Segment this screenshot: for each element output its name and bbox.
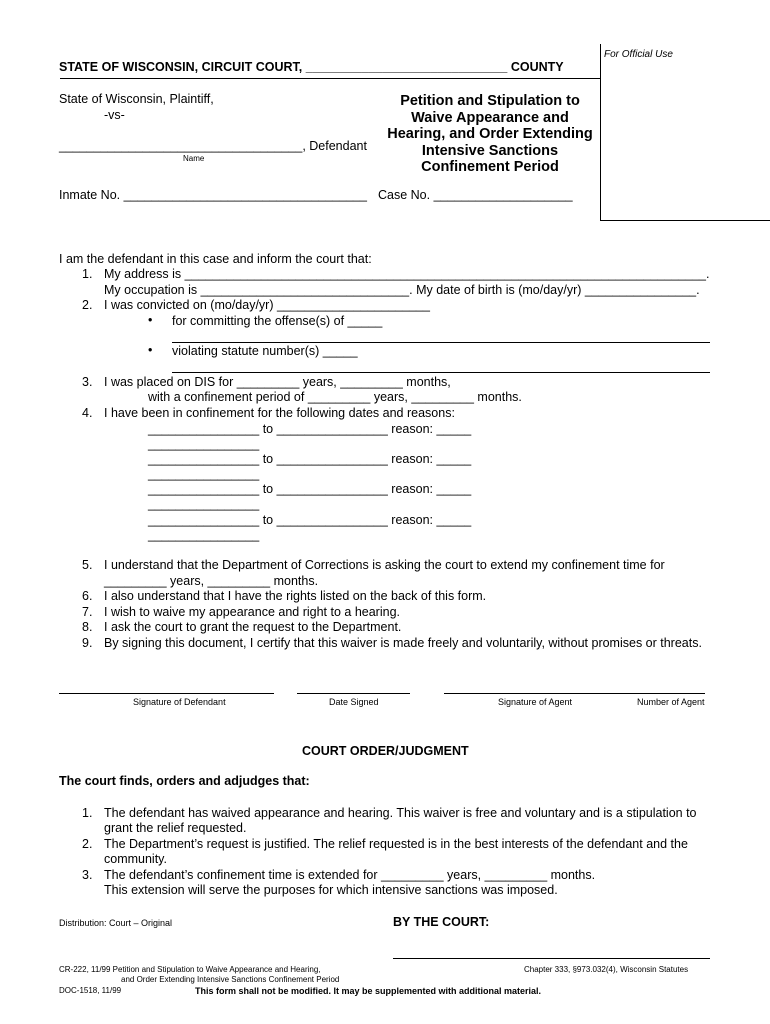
statute-field[interactable]: violating statute number(s) _____ bbox=[172, 344, 358, 358]
rights-text: I also understand that I have the rights listed on the back of this form. bbox=[104, 589, 487, 603]
form-title-footer: and Order Extending Intensive Sanctions Confinement Period bbox=[121, 975, 340, 984]
confinement-row-continuation[interactable]: ________________ bbox=[148, 437, 260, 451]
defendant-line[interactable]: ___________________________________, Defendant bbox=[59, 139, 367, 153]
item-number: 5. bbox=[82, 558, 93, 572]
confinement-row[interactable]: ________________ to ________________ reason: _____ bbox=[148, 422, 472, 436]
certification-text: By signing this document, I certify that this waiver is made freely and voluntarily, without promises or threats. bbox=[104, 636, 702, 650]
item-number: 3. bbox=[82, 868, 93, 882]
order-finding-text: community. bbox=[104, 852, 167, 866]
agent-number-caption: Number of Agent bbox=[637, 697, 705, 707]
item-number: 2. bbox=[82, 837, 93, 851]
court-order-heading: COURT ORDER/JUDGMENT bbox=[302, 744, 469, 758]
defendant-signature-caption: Signature of Defendant bbox=[133, 697, 226, 707]
by-the-court-label: BY THE COURT: bbox=[393, 915, 490, 929]
defendant-signature-line[interactable] bbox=[59, 693, 274, 694]
judge-signature-line[interactable] bbox=[393, 958, 710, 959]
agent-signature-line[interactable] bbox=[444, 693, 705, 694]
distribution-label: Distribution: Court – Original bbox=[59, 918, 173, 928]
confinement-row[interactable]: ________________ to ________________ reason: _____ bbox=[148, 513, 472, 527]
form-title-line: Petition and Stipulation to bbox=[400, 93, 580, 109]
confinement-row-continuation[interactable]: ________________ bbox=[148, 497, 260, 511]
statute-reference: Chapter 333, §973.032(4), Wisconsin Statutes bbox=[524, 965, 689, 974]
extension-request-field[interactable]: _________ years, _________ months. bbox=[104, 574, 319, 588]
item-number: 4. bbox=[82, 406, 93, 420]
name-caption: Name bbox=[183, 154, 205, 163]
case-no-field[interactable]: Case No. ____________________ bbox=[378, 188, 573, 202]
confinement-row-continuation[interactable]: ________________ bbox=[148, 467, 260, 481]
form-title-line: Intensive Sanctions bbox=[421, 142, 559, 159]
bullet-icon: • bbox=[148, 343, 153, 357]
intro-text: I am the defendant in this case and inform the court that: bbox=[59, 252, 372, 266]
vs-label: -vs- bbox=[104, 108, 125, 122]
header-top-rule bbox=[60, 78, 600, 79]
waive-text: I wish to waive my appearance and right to a hearing. bbox=[104, 605, 401, 619]
offense-continuation-line[interactable] bbox=[172, 342, 710, 343]
confinement-row-continuation[interactable]: ________________ bbox=[148, 528, 260, 542]
official-use-label: For Official Use bbox=[604, 49, 673, 60]
order-finding-text: The Department’s request is justified. The relief requested is in the best interests of the defendant and the bbox=[104, 837, 688, 851]
item-number: 8. bbox=[82, 620, 93, 634]
extension-order-field[interactable]: The defendant’s confinement time is extended for _________ years, _________ months. bbox=[104, 868, 596, 882]
form-title-line: Confinement Period bbox=[421, 159, 559, 175]
court-line: STATE OF WISCONSIN, CIRCUIT COURT, _____________________________ COUNTY bbox=[59, 60, 564, 74]
agent-signature-caption: Signature of Agent bbox=[498, 697, 573, 707]
plaintiff-label: State of Wisconsin, Plaintiff, bbox=[59, 92, 214, 106]
order-finding-text: The defendant has waived appearance and hearing. This waiver is free and voluntary and is a stipulation to bbox=[104, 806, 697, 820]
confinement-period-field[interactable]: with a confinement period of _________ years, _________ months. bbox=[148, 390, 522, 404]
occupation-dob-field[interactable]: My occupation is ______________________________. My date of birth is (mo/day/yr) ________________. bbox=[104, 283, 700, 297]
header-bottom-rule bbox=[600, 220, 770, 221]
address-field[interactable]: My address is ___________________________________________________________________________. bbox=[104, 267, 710, 281]
doc-number: DOC-1518, 11/99 bbox=[59, 986, 122, 995]
confinement-row[interactable]: ________________ to ________________ reason: _____ bbox=[148, 452, 472, 466]
confinement-history-label: I have been in confinement for the following dates and reasons: bbox=[104, 406, 455, 420]
item-number: 7. bbox=[82, 605, 93, 619]
statute-continuation-line[interactable] bbox=[172, 372, 710, 373]
form-title bbox=[380, 93, 600, 176]
item-number: 1. bbox=[82, 806, 93, 820]
item-number: 2. bbox=[82, 298, 93, 312]
order-finding-text: This extension will serve the purposes for which intensive sanctions was imposed. bbox=[104, 883, 558, 897]
official-use-divider bbox=[600, 44, 601, 221]
inmate-no-field[interactable]: Inmate No. ___________________________________ bbox=[59, 188, 367, 202]
date-signed-line[interactable] bbox=[297, 693, 410, 694]
form-number: CR-222, 11/99 Petition and Stipulation to Waive Appearance and Hearing, bbox=[59, 965, 321, 974]
offense-field[interactable]: for committing the offense(s) of _____ bbox=[172, 314, 383, 328]
date-signed-caption: Date Signed bbox=[329, 697, 379, 707]
modification-notice: This form shall not be modified. It may be supplemented with additional material. bbox=[195, 986, 542, 996]
court-finds-label: The court finds, orders and adjudges that: bbox=[59, 774, 310, 788]
item-number: 1. bbox=[82, 267, 93, 281]
form-title-line: Hearing, and Order Extending bbox=[387, 126, 593, 142]
item-number: 3. bbox=[82, 375, 93, 389]
item-number: 9. bbox=[82, 636, 93, 650]
grant-request-text: I ask the court to grant the request to the Department. bbox=[104, 620, 402, 634]
bullet-icon: • bbox=[148, 313, 153, 327]
form-title-line: Waive Appearance and bbox=[411, 109, 569, 126]
conviction-date-field[interactable]: I was convicted on (mo/day/yr) ______________________ bbox=[104, 298, 430, 312]
order-finding-text: grant the relief requested. bbox=[104, 821, 247, 835]
confinement-row[interactable]: ________________ to ________________ reason: _____ bbox=[148, 482, 472, 496]
item-number: 6. bbox=[82, 589, 93, 603]
dis-placement-field[interactable]: I was placed on DIS for _________ years, _________ months, bbox=[104, 375, 451, 389]
extension-request-text: I understand that the Department of Corrections is asking the court to extend my confinement time for bbox=[104, 558, 665, 572]
